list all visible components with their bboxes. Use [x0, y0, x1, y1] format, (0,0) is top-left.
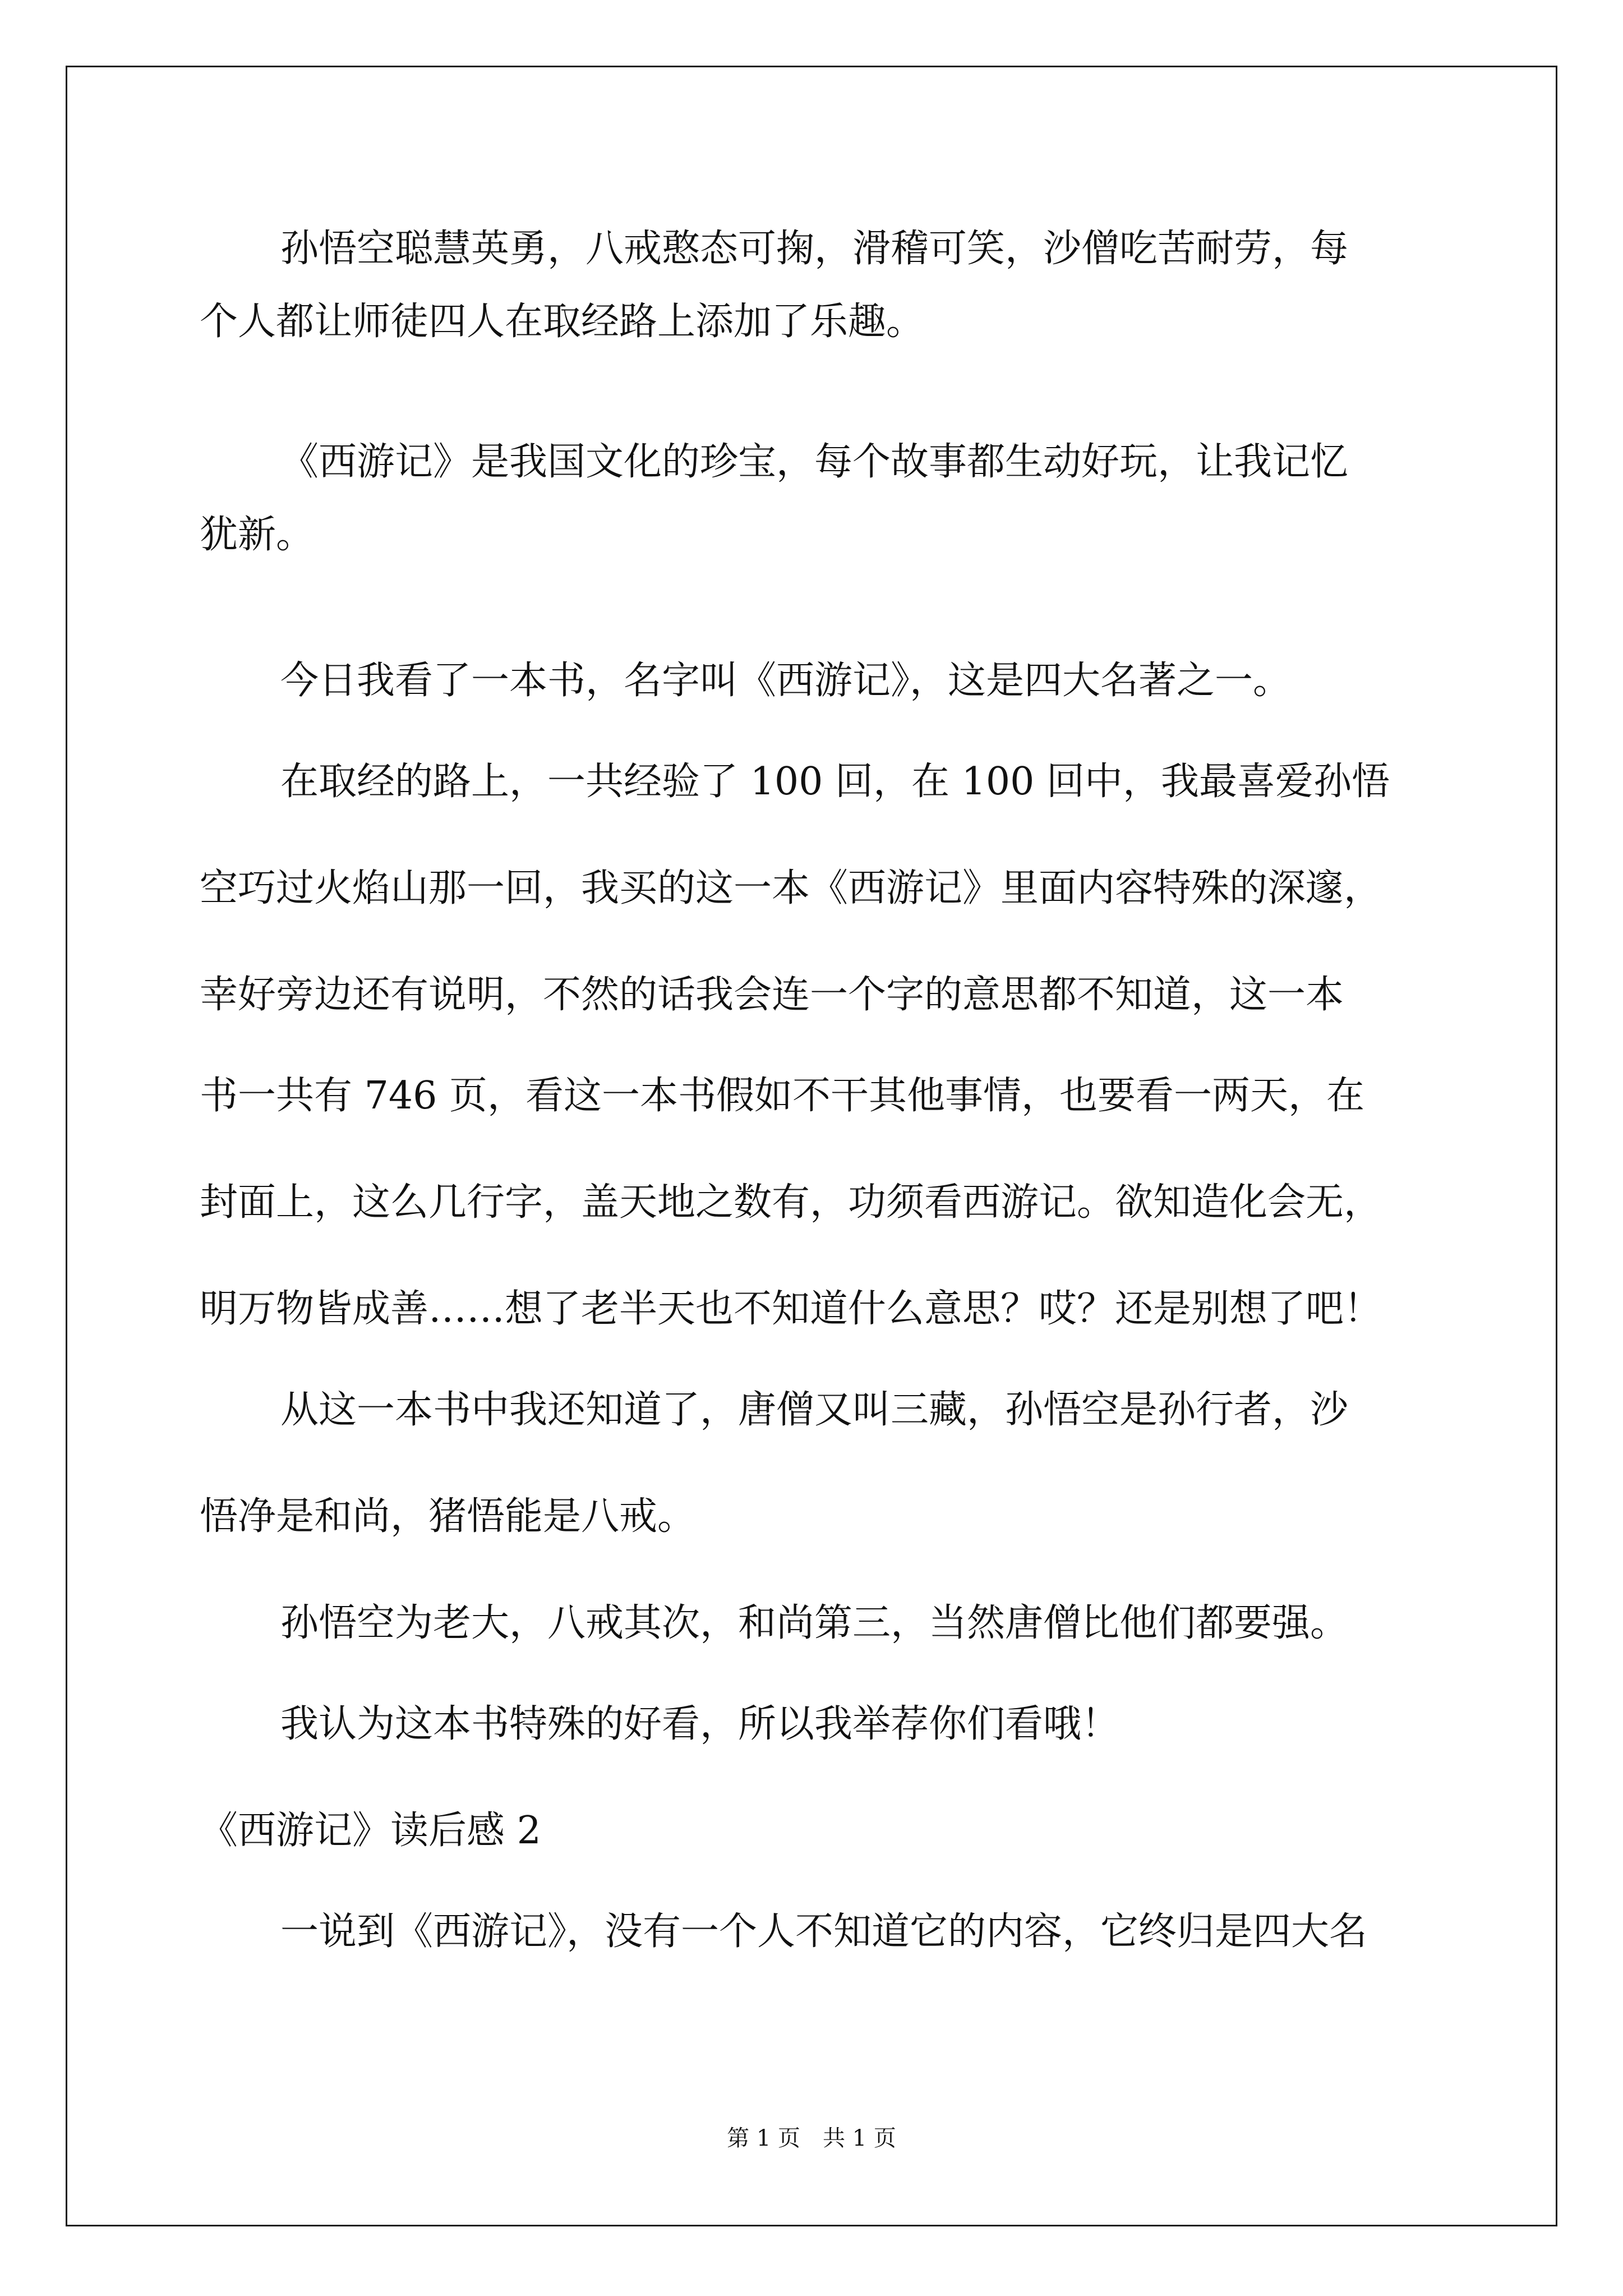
paragraph-line: 幸好旁边还有说明，不然的话我会连一个字的意思都不知道，这一本 — [200, 973, 1344, 1017]
paragraph-line: 从这一本书中我还知道了，唐僧又叫三藏，孙悟空是孙行者，沙 — [280, 1388, 1349, 1432]
page-footer: 第 1 页 共 1 页 — [727, 2125, 896, 2151]
paragraph-line: 今日我看了一本书，名字叫《西游记》，这是四大名著之一。 — [280, 659, 1292, 703]
paragraph-line: 明万物皆成善……想了老半天也不知道什么意思？哎？还是别想了吧！ — [200, 1287, 1382, 1331]
paragraph-line: 个人都让师徒四人在取经路上添加了乐趣。 — [200, 300, 925, 344]
paragraph-line: 犹新。 — [200, 513, 315, 557]
paragraph-line: 悟净是和尚，猪悟能是八戒。 — [200, 1494, 696, 1539]
section-heading: 《西游记》读后感 2 — [200, 1809, 541, 1853]
paragraph-line: 封面上，这么几行字，盖天地之数有，功须看西游记。欲知造化会无， — [200, 1180, 1382, 1225]
paragraph-line: 书一共有 746 页，看这一本书假如不干其他事情，也要看一两天，在 — [200, 1074, 1365, 1118]
paragraph-line: 我认为这本书特殊的好看，所以我举荐你们看哦！ — [280, 1702, 1120, 1746]
paragraph-line: 孙悟空聪慧英勇，八戒憨态可掬，滑稽可笑，沙僧吃苦耐劳，每 — [280, 227, 1349, 271]
paragraph-line: 在取经的路上，一共经验了 100 回，在 100 回中，我最喜爱孙悟 — [280, 760, 1390, 804]
paragraph-line: 一说到《西游记》，没有一个人不知道它的内容，它终归是四大名 — [280, 1910, 1368, 1954]
paragraph-line: 《西游记》是我国文化的珍宝，每个故事都生动好玩，让我记忆 — [280, 440, 1349, 484]
paragraph-line: 孙悟空为老大，八戒其次，和尚第三，当然唐僧比他们都要强。 — [280, 1601, 1349, 1645]
page-border — [66, 66, 1557, 2226]
paragraph-line: 空巧过火焰山那一回，我买的这一本《西游记》里面内容特殊的深邃， — [200, 866, 1382, 910]
